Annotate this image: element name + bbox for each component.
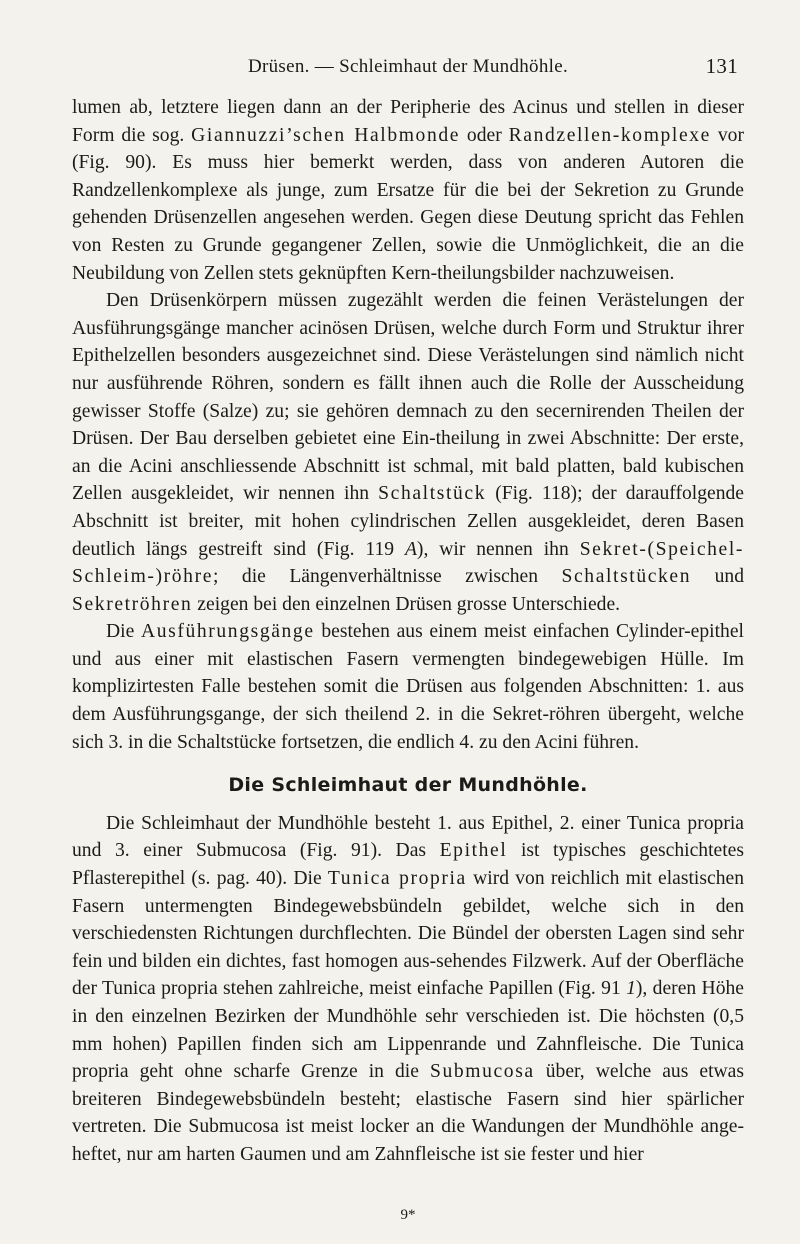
emphasized-term: Sekretröhren: [72, 593, 193, 615]
emphasized-term: Sekret-(Speichel-Schleim-)röhre: [72, 538, 744, 588]
text-run: und: [691, 566, 744, 588]
italic-label: A: [404, 538, 417, 560]
running-head: [72, 50, 744, 84]
emphasized-term: Schaltstück: [378, 483, 487, 505]
emphasized-term: Epithel: [439, 840, 508, 862]
paragraph: [72, 287, 744, 618]
italic-label: 1: [626, 978, 636, 1000]
text-run: ; die Längenverhältnisse zwischen: [213, 566, 562, 588]
text-run: zeigen bei den einzelnen Drüsen grosse Unterschiede.: [192, 593, 621, 615]
text-run: lumen ab, letztere liegen dann an der Peripherie des Acinus und stellen in dieser Form die sog.: [72, 97, 744, 146]
paragraph: [72, 810, 744, 1169]
body-text: [72, 94, 744, 1169]
text-run: oder: [460, 124, 509, 146]
page-number: 131: [705, 54, 738, 78]
section-heading: Die Schleimhaut der Mundhöhle.: [228, 774, 588, 797]
running-head-title: Drüsen. — Schleimhaut der Mundhöhle.: [247, 56, 569, 77]
text-run: wird von reichlich mit elastischen Fasern untermengten Bindegewebsbündeln gebildet, welche sich in den verschiedensten Richtungen durchflechten. Die Bündel der obersten Lagen sind sehr fein und bilden ein dichtes, fast homogen aus-sehendes Filzwerk. Auf der Oberfläche der Tunica propria stehen zahlreiche, meist einfache Papillen (Fig. 91: [72, 868, 744, 1000]
text-run: Den Drüsenkörpern müssen zugezählt werden die feinen Verästelungen der Ausführungsgänge mancher acinösen Drüsen, welche durch Form und Struktur ihrer Epithelzellen besonders ausgezeichnet sind. Diese Verästelungen sind nämlich nicht nur ausführende Röhren, sondern es fällt ihnen auch die Rolle der Ausscheidung gewisser Stoffe (Salze) zu; sie gehören demnach zu den secernirenden Theilen der Drüsen. Der Bau derselben gebietet eine Ein-theilung in zwei Abschnitte: Der erste, an die Acini anschliessende Abschnitt ist schmal, mit bald platten, bald kubischen Zellen ausgekleidet, wir nennen ihn: [72, 290, 744, 505]
emphasized-term: Schaltstücken: [561, 566, 692, 588]
text-run: ), deren Höhe in den einzelnen Bezirken der Mundhöhle sehr verschieden ist. Die höchsten (0,5 mm hohen) Papillen finden sich am Lippenrande und Zahnfleische. Die Tunica propria geht ohne scharfe Grenze in die: [72, 978, 744, 1083]
text-run: vor (Fig. 90). Es muss hier bemerkt werden, dass von anderen Autoren die Randzellenkomplexe als junge, zum Ersatze für die bei der Sekretion zu Grunde gehenden Drüsenzellen angesehen werden. Gegen diese Deutung spricht das Fehlen von Resten zu Grunde gegangener Zellen, sowie die Unmöglichkeit, die an die Neubildung von Zellen stets geknüpften Kern-theilungsbilder nachzuweisen.: [72, 124, 744, 284]
text-run: (Fig. 118); der darauffolgende Abschnitt ist breiter, mit hohen cylindrischen Zellen ausgekleidet, deren Basen deutlich längs gestreift sind (Fig. 119: [72, 483, 744, 560]
emphasized-term: Tunica propria: [327, 868, 467, 890]
emphasized-term: Ausführungsgänge: [141, 621, 315, 643]
emphasized-term: Submucosa: [429, 1061, 535, 1083]
text-run: ist typisches geschichtetes Pflasterepithel (s. pag. 40). Die: [72, 840, 744, 890]
text-run: über, welche aus etwas breiteren Bindegewebsbündeln besteht; elastische Fasern sind hier spärlicher vertreten. Die Submucosa ist meist locker an die Wandungen der Mundhöhle ange-heftet, nur am harten Gaumen und am Zahnfleische ist sie fester und hier: [72, 1061, 745, 1165]
paragraph: [72, 94, 744, 287]
emphasized-term: Giannuzzi’schen Halbmonde: [191, 124, 461, 146]
text-run: Die: [106, 621, 141, 643]
signature-mark: 9*: [400, 1207, 416, 1223]
emphasized-term: Randzellen-komplexe: [508, 124, 711, 146]
paragraph: [72, 618, 744, 756]
text-run: ), wir nennen ihn: [416, 538, 580, 560]
text-run: bestehen aus einem meist einfachen Cylinder-epithel und aus einer mit elastischen Fasern vermengten bindegewebigen Hülle. Im komplizirtesten Falle bestehen somit die Drüsen aus folgenden Abschnitten: 1. aus dem Ausführungsgange, der sich theilend 2. in die Sekret-röhren übergeht, welche sich 3. in die Schaltstücke fortsetzen, die endlich 4. zu den Acini führen.: [72, 621, 744, 753]
text-run: Die Schleimhaut der Mundhöhle besteht 1. aus Epithel, 2. einer Tunica propria und 3. einer Submucosa (Fig. 91). Das: [72, 812, 744, 862]
